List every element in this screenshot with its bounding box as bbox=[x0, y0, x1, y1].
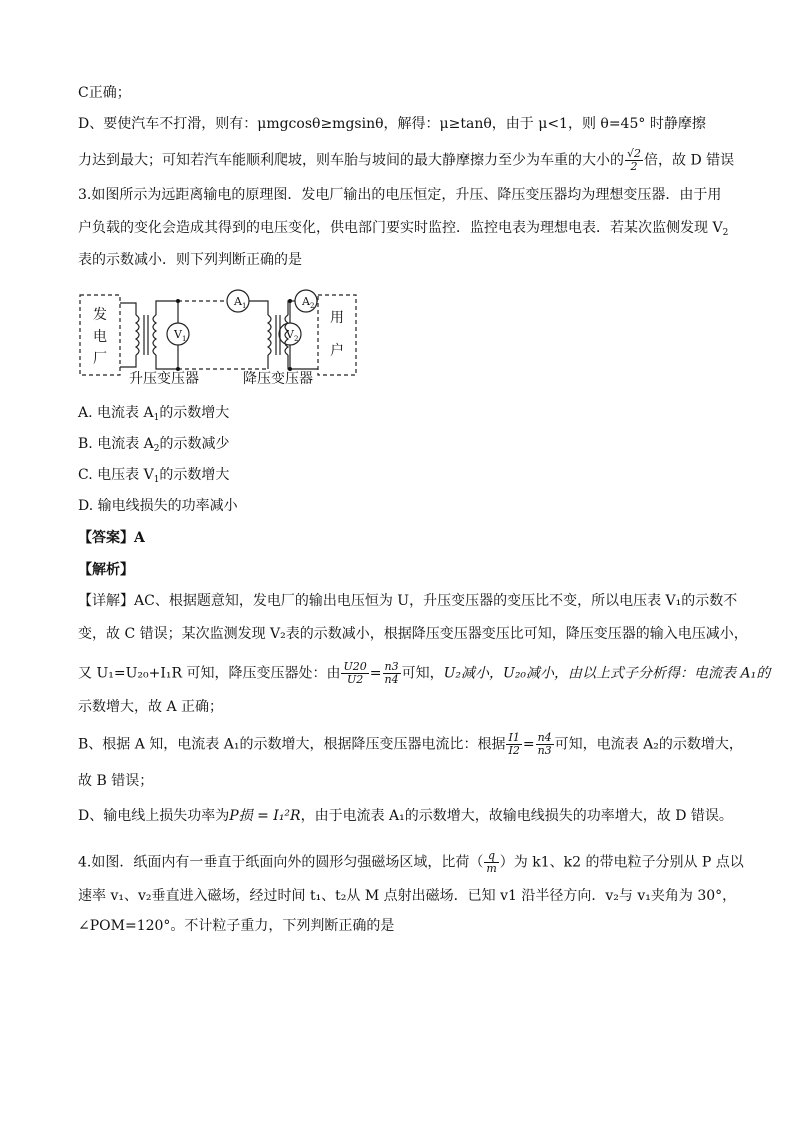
a1-label: A bbox=[234, 295, 242, 308]
q4-line3: ∠POM=120°。不计粒子重力，下列判断正确的是 bbox=[78, 918, 395, 934]
prev-c-conclusion: C正确； bbox=[78, 85, 131, 101]
explain-line1: 【详解】AC、根据题意知，发电厂的输出电压恒为 U，升压变压器的变压比不变，所以电压表 V₁的示数不 bbox=[78, 593, 738, 609]
fraction-denominator: n4 bbox=[384, 673, 399, 686]
explain-text: 可知， bbox=[401, 665, 444, 682]
power-loss-formula: P损 = I₁²R bbox=[229, 808, 301, 824]
junction-dot bbox=[288, 299, 292, 303]
fraction-numerator: U20 bbox=[343, 660, 367, 673]
explain-line6: 故 B 错误； bbox=[78, 773, 154, 789]
fraction-denominator: n3 bbox=[537, 744, 552, 757]
option-text: 的示数减少 bbox=[159, 436, 230, 452]
option-text: B. 电流表 A bbox=[78, 436, 154, 452]
sqrt2-over-2-fraction bbox=[625, 148, 643, 173]
fraction-numerator: I1 bbox=[508, 731, 520, 744]
user-box bbox=[318, 295, 356, 375]
explain-line4: 示数增大，故 A 正确； bbox=[78, 699, 224, 715]
option-text: 的示数增大 bbox=[159, 405, 230, 421]
step-up-secondary-coil bbox=[153, 315, 156, 355]
a2-subscript: 2 bbox=[310, 302, 315, 310]
explain-line5: B、根据 A 知，电流表 A₁的示数增大，根据降压变压器电流比：根据 $\frac{I1}{I2}$ = $\frac{n4}{n3}$ 可知，电流表 A₂的示数增大， bbox=[78, 731, 743, 757]
fraction-denominator: 2 bbox=[630, 160, 638, 173]
explain-line3: 又 U₁=U₂₀+I₁R 可知，降压变压器处：由 $\frac{U20}{U2}$ = $\frac{n3}{n4}$ 可知，U₂减小，U₂₀减小，由以上式子分析得：电流表 A₁的 bbox=[78, 660, 771, 686]
current-ratio-fraction bbox=[506, 732, 521, 757]
analysis-label: 【解析】 bbox=[78, 562, 134, 578]
q4-text: 4.如图．纸面内有一垂直于纸面向外的圆形匀强磁场区域，比荷（ bbox=[78, 854, 484, 871]
option-subscript: 2 bbox=[153, 444, 160, 454]
v1-subscript: 1 bbox=[182, 335, 187, 343]
q3-option-c bbox=[78, 465, 229, 490]
plant-char-2: 电 bbox=[93, 329, 107, 345]
explain-line7 bbox=[78, 806, 733, 826]
fraction-numerator: q bbox=[484, 850, 498, 863]
step-up-primary-coil bbox=[136, 315, 139, 355]
fraction-numerator: n4 bbox=[537, 731, 552, 744]
explain-text: 可知，电流表 A₂的示数增大， bbox=[554, 736, 743, 753]
prev-d-line2-a: 力达到最大；可知若汽车能顺利爬坡，则车胎与坡间的最大静摩擦力至少为车重的大小的 bbox=[78, 152, 624, 169]
step-up-label: 升压变压器 bbox=[129, 371, 199, 385]
fraction-denominator: m bbox=[486, 862, 497, 875]
explain-line2: 变，故 C 错误；某次监测发现 V₂表的示数减小，根据降压变压器变压比可知，降压变压器的输入电压减小， bbox=[78, 626, 748, 642]
a1-subscript: 1 bbox=[242, 302, 247, 310]
v1-label: V bbox=[174, 328, 182, 341]
q4-text: ）为 k1、k2 的带电粒子分别从 P 点以 bbox=[499, 854, 744, 871]
explain-text: U₂₀减小，由以上式子分析得：电流表 A₁的 bbox=[503, 665, 771, 682]
plant-char-1: 发 bbox=[93, 307, 107, 323]
v2-subscript: 2 bbox=[294, 335, 299, 343]
q4-line2: 速率 v₁、v₂垂直进入磁场，经过时间 t₁、t₂从 M 点射出磁场．已知 v1 沿半径方向．v₂与 v₁夹角为 30°， bbox=[78, 888, 737, 904]
v2-label: V bbox=[286, 328, 294, 341]
q3-option-a bbox=[78, 403, 229, 428]
transmission-circuit-diagram bbox=[78, 287, 358, 385]
q3-stem-line3: 表的示数减小．则下列判断正确的是 bbox=[78, 252, 302, 268]
fraction-denominator: U2 bbox=[346, 673, 364, 686]
user-char-2: 户 bbox=[330, 343, 344, 359]
q3-stem-line1: 3.如图所示为远距离输电的原理图．发电厂输出的电压恒定，升压、降压变压器均为理想变压器．由于用 bbox=[78, 187, 722, 203]
q3-option-b bbox=[78, 434, 229, 459]
q4-line1 bbox=[78, 850, 744, 875]
charge-mass-fraction bbox=[484, 850, 498, 875]
option-text: D. 输电线损失的功率减小 bbox=[78, 498, 238, 514]
fraction-numerator: √2 bbox=[627, 147, 642, 160]
option-text: C. 电压表 V bbox=[78, 467, 154, 483]
step-down-primary-coil bbox=[268, 315, 271, 355]
junction-dot bbox=[176, 299, 180, 303]
a2-label: A bbox=[302, 295, 310, 308]
q3-stem-line2-text: 户负载的变化会造成其得到的电压变化，供电部门要实时监控．监控电表为理想电表．若某次监侧发现 V bbox=[78, 220, 723, 236]
q3-option-d bbox=[78, 496, 238, 516]
explain-text: B、根据 A 知，电流表 A₁的示数增大，根据降压变压器电流比：根据 bbox=[78, 736, 506, 753]
explain-text: 又 U₁=U₂₀+I₁R 可知，降压变压器处：由 bbox=[78, 665, 341, 682]
plant-char-3: 厂 bbox=[93, 351, 107, 367]
prev-d-line2-b: 倍，故 D 错误 bbox=[644, 152, 735, 169]
prev-d-line2 bbox=[78, 148, 734, 173]
fraction-numerator: n3 bbox=[384, 660, 399, 673]
q3-stem-line2 bbox=[78, 218, 728, 243]
explain-text: ，由于电流表 A₁的示数增大，故输电线损失的功率增大，故 D 错误。 bbox=[300, 808, 733, 824]
step-down-label: 降压变压器 bbox=[243, 371, 313, 385]
turns-ratio-fraction bbox=[383, 661, 401, 686]
user-char-1: 用 bbox=[330, 310, 344, 326]
prev-d-line1: D、要使汽车不打滑，则有：μmgcosθ≥mgsinθ，解得：μ≥tanθ，由于 μ<1，则 θ=45° 时静摩擦 bbox=[78, 116, 706, 132]
explain-text: D、输电线上损失功率为 bbox=[78, 808, 230, 824]
option-subscript: 1 bbox=[153, 475, 160, 485]
option-text: A. 电流表 A bbox=[78, 405, 154, 421]
option-subscript: 1 bbox=[153, 413, 160, 423]
explain-text: U₂减小， bbox=[443, 665, 504, 682]
voltage-ratio-fraction bbox=[341, 661, 368, 686]
turns-ratio-fraction bbox=[536, 732, 554, 757]
answer-label: 【答案】A bbox=[78, 530, 145, 546]
fraction-denominator: I2 bbox=[508, 744, 520, 757]
option-text: 的示数增大 bbox=[159, 467, 230, 483]
v2-subscript: 2 bbox=[722, 228, 729, 238]
